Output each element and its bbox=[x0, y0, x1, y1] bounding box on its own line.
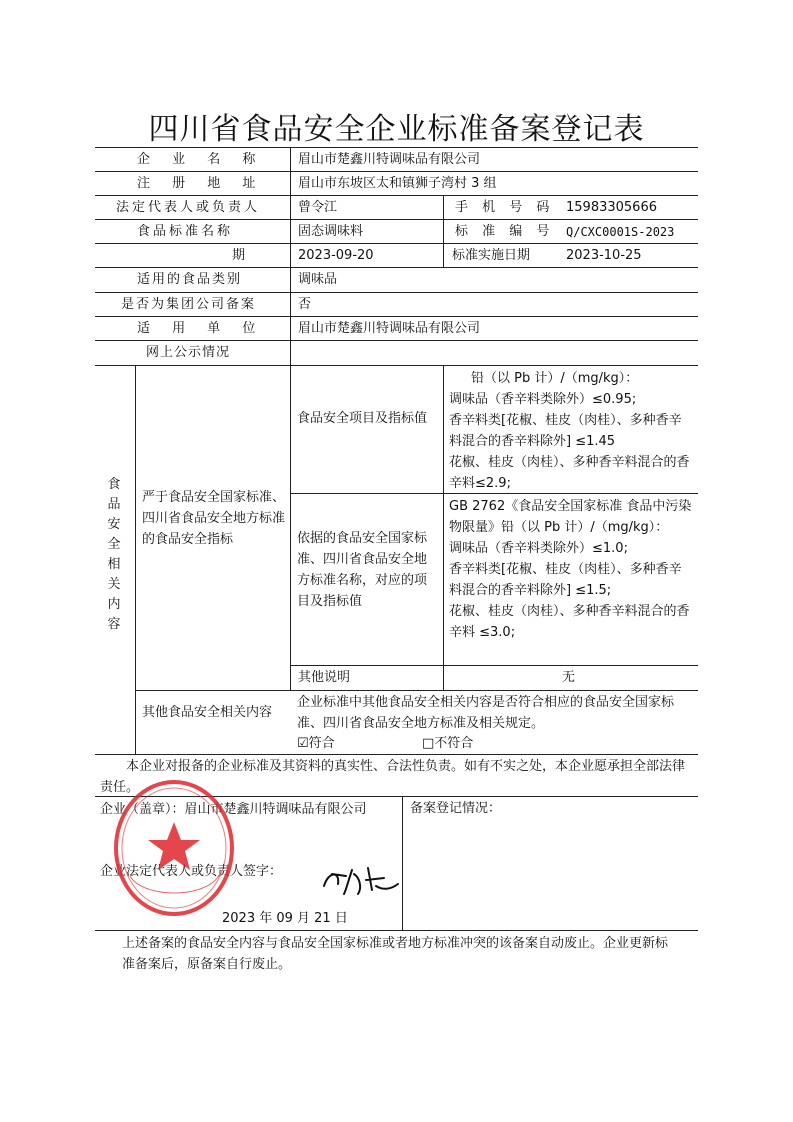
category-label: 适用的食品类别 bbox=[137, 272, 243, 287]
publicity-label: 网上公示情况 bbox=[146, 345, 231, 360]
legal-rep-value: 曾令江 bbox=[298, 200, 338, 215]
category-value: 调味品 bbox=[298, 272, 338, 287]
basis-line: 香辛料类[花椒、桂皮（肉桂）、多种香辛料混合的香辛料除外] ≤1.5; bbox=[449, 562, 682, 598]
rule bbox=[443, 195, 444, 267]
safety-side-label: 食品安全相关内容 bbox=[107, 477, 121, 632]
standard-name-value: 固态调味料 bbox=[298, 224, 364, 239]
items-line: 调味品（香辛料类除外）≤0.95; bbox=[449, 392, 637, 407]
rule bbox=[290, 147, 291, 365]
items-line: 香辛料类[花椒、桂皮（肉桂）、多种香辛料混合的香辛料除外] ≤1.45 bbox=[449, 413, 682, 449]
other-note-label: 其他说明 bbox=[298, 670, 351, 685]
rule bbox=[95, 267, 698, 268]
group-value: 否 bbox=[298, 297, 312, 312]
rule bbox=[95, 365, 698, 366]
rule bbox=[95, 292, 698, 293]
group-label: 是否为集团公司备案 bbox=[121, 297, 257, 312]
items-line: 花椒、桂皮（肉桂）、多种香辛料混合的香辛料≤2.9; bbox=[449, 455, 690, 491]
rep-sign-label: 企业法定代表人或负责人签字： bbox=[100, 864, 283, 879]
page-title: 四川省食品安全企业标准备案登记表 bbox=[148, 112, 645, 147]
record-label: 备案登记情况： bbox=[410, 801, 502, 816]
rule bbox=[135, 365, 136, 754]
basis-line: 花椒、桂皮（肉桂）、多种香辛料混合的香辛料 ≤3.0; bbox=[449, 604, 690, 640]
impl-date-label: 标准实施日期 bbox=[452, 248, 531, 263]
enterprise-name-value: 眉山市楚鑫川特调味品有限公司 bbox=[298, 152, 481, 167]
rule bbox=[95, 171, 698, 172]
basis-line: GB 2762《食品安全国家标准 食品中污染物限量》铅（以 Pb 计）/（mg/kg）： bbox=[449, 499, 692, 535]
phone-value: 15983305666 bbox=[566, 200, 657, 215]
rule bbox=[95, 243, 698, 244]
rule bbox=[95, 316, 698, 317]
address-label: 注 册 地 址 bbox=[137, 176, 265, 191]
unit-value: 眉山市楚鑫川特调味品有限公司 bbox=[298, 321, 481, 336]
phone-label: 手 机 号 码 bbox=[455, 200, 555, 215]
rule bbox=[135, 690, 698, 691]
basis-label: 依据的食品安全国家标准、四川省食品安全地方标准名称，对应的项目及指标值 bbox=[297, 531, 428, 609]
rule bbox=[290, 365, 291, 690]
address-value: 眉山市东坡区太和镇狮子湾村 3 组 bbox=[298, 176, 497, 191]
date-value: 2023-09-20 bbox=[298, 248, 374, 263]
rule bbox=[95, 340, 698, 341]
footer-note: 上述备案的食品安全内容与食品安全国家标准或者地方标准冲突的该备案自动废止。企业更新标准备案后，原备案自行废止。 bbox=[122, 936, 669, 972]
other-content-text: 企业标准中其他食品安全相关内容是否符合相应的食品安全国家标准、四川省食品安全地方标准及相关规定。 bbox=[297, 695, 675, 731]
basis-line: 调味品（香辛料类除外）≤1.0; bbox=[449, 541, 628, 556]
declaration: 本企业对报备的企业标准及其资料的真实性、合法性负责。如有不实之处，本企业愿承担全部法律责任。 bbox=[100, 759, 686, 795]
basis-values bbox=[449, 496, 692, 643]
rule bbox=[95, 930, 698, 931]
seal-label: 企业（盖章）：眉山市楚鑫川特调味品有限公司 bbox=[100, 802, 367, 817]
items-label: 食品安全项目及指标值 bbox=[297, 411, 428, 426]
standard-no-label: 标 准 编 号 bbox=[455, 224, 555, 239]
strict-label: 严于食品安全国家标准、四川省食品安全地方标准的食品安全指标 bbox=[142, 490, 286, 547]
items-values bbox=[449, 368, 692, 494]
sign-date: 2023 年 09 月 21 日 bbox=[222, 911, 348, 926]
not-comply-checkbox: □不符合 bbox=[422, 736, 474, 751]
comply-checkbox: ☑符合 bbox=[297, 736, 335, 751]
other-content-label: 其他食品安全相关内容 bbox=[142, 705, 273, 720]
legal-rep-label: 法定代表人或负责人 bbox=[116, 200, 261, 215]
rule bbox=[402, 796, 403, 930]
standard-name-label: 食品标准名称 bbox=[137, 224, 234, 239]
items-line: 铅（以 Pb 计）/（mg/kg）： bbox=[471, 371, 639, 386]
company-seal-icon bbox=[112, 778, 236, 918]
signature-image bbox=[318, 860, 402, 900]
rule bbox=[443, 365, 444, 690]
rule bbox=[95, 195, 698, 196]
rule bbox=[95, 219, 698, 220]
standard-no-value: Q/CXC0001S-2023 bbox=[566, 225, 675, 239]
date-label: 期 bbox=[232, 248, 246, 263]
rule bbox=[290, 665, 698, 666]
rule bbox=[95, 147, 698, 148]
other-note-value: 无 bbox=[562, 670, 576, 685]
impl-date-value: 2023-10-25 bbox=[566, 248, 642, 263]
unit-label: 适 用 单 位 bbox=[137, 321, 265, 336]
rule bbox=[95, 754, 698, 755]
enterprise-name-label: 企 业 名 称 bbox=[137, 152, 265, 167]
